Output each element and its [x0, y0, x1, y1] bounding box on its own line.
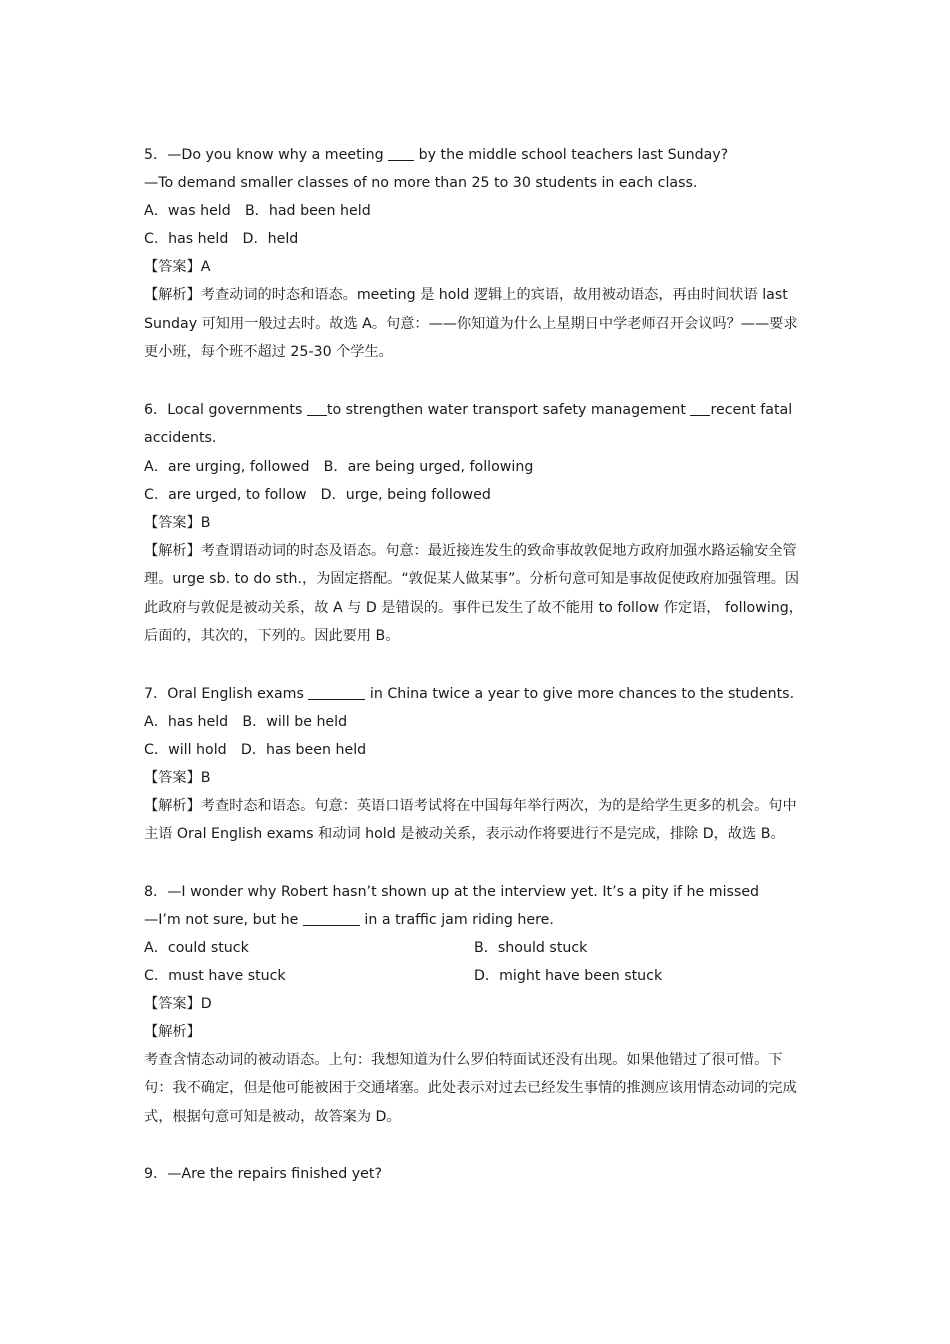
answer-blank: [690, 401, 710, 416]
question-9: [144, 1160, 809, 1188]
answer-blank: [388, 146, 414, 161]
question-5: [144, 141, 809, 367]
answer-blank: [307, 401, 327, 416]
question-8-analysis: 考查含情态动词的被动语态。上句：我想知道为什么罗伯特面试还没有出现。如果他错过了很可惜。下句：我不确定，但是他可能被困于交通堵塞。此处表示对过去已经发生事情的推测应该用情态动词的完成式，根据句意可知是被动，故答案为 D。: [144, 1051, 797, 1125]
question-6-options-cd: C．are urged, to follow D．urge, being followed: [144, 486, 491, 503]
question-5-options-cd: C．has held D．held: [144, 231, 299, 247]
answer-blank: [303, 911, 360, 926]
question-6-stem: 6．Local governments to strengthen water transport safety management recent fatal accidents.: [144, 401, 793, 446]
question-8: [144, 878, 809, 1132]
question-6-analysis: 【解析】考查谓语动词的时态及语态。句意：最近接连发生的致命事故敦促地方政府加强水路运输安全管理。urge sb. to do sth.，为固定搭配。“敦促某人做某事”。分析句意可知是事故促使政府加强管理。因此政府与敦促是被动关系，故 A 与 D 是错误的。事件已发生了故不能用 to follow 作定语， following，后面的，其次的，下列的。因此要用 B。: [144, 542, 803, 644]
question-8-answer: 【答案】D: [144, 995, 212, 1012]
question-5-answer: 【答案】A: [144, 259, 211, 275]
question-7-options-ab: A．has held B．will be held: [144, 713, 348, 730]
question-8-analysis-label: 【解析】: [144, 1023, 201, 1040]
question-8-reply: —I’m not sure, but he in a traffic jam riding here.: [144, 911, 554, 928]
question-5-analysis: 【解析】考查动词的时态和语态。meeting 是 hold 逻辑上的宾语，故用被动语态，再由时间状语 last Sunday 可知用一般过去时。故选 A。句意：——你知道为什么上星期日中学老师召开会议吗？——要求更小班，每个班不超过 25-30 个学生。: [144, 287, 798, 360]
question-7-stem: 7．Oral English exams in China twice a year to give more chances to the students.: [144, 685, 795, 702]
document-body: [144, 141, 809, 1188]
option-c: C．must have stuck: [144, 967, 286, 984]
option-d: D．might have been stuck: [474, 967, 663, 984]
answer-blank: [308, 685, 365, 700]
question-8-options-cd: [144, 962, 809, 990]
question-5-options-ab: A．was held B．had been held: [144, 203, 371, 219]
question-5-reply: —To demand smaller classes of no more than 25 to 30 students in each class.: [144, 175, 698, 191]
question-7-analysis: 【解析】考查时态和语态。句意：英语口语考试将在中国每年举行两次，为的是给学生更多的机会。句中主语 Oral English exams 和动词 hold 是被动关系，表示动作将要进行不是完成，排除 D，故选 B。: [144, 797, 797, 842]
question-8-options-ab: [144, 934, 809, 962]
option-a: A．could stuck: [144, 939, 249, 956]
question-6: [144, 396, 809, 651]
question-7-answer: 【答案】B: [144, 769, 211, 786]
question-8-stem: 8．—I wonder why Robert hasn’t shown up at the interview yet. It’s a pity if he missed: [144, 883, 760, 900]
question-7-options-cd: C．will hold D．has been held: [144, 741, 367, 758]
question-6-answer: 【答案】B: [144, 514, 211, 531]
question-6-options-ab: A．are urging, followed B．are being urged, following: [144, 458, 534, 475]
option-b: B．should stuck: [474, 939, 588, 956]
question-5-stem: 5．—Do you know why a meeting by the middle school teachers last Sunday?: [144, 147, 729, 163]
question-9-stem: 9．—Are the repairs finished yet?: [144, 1166, 383, 1182]
question-7: [144, 680, 809, 849]
